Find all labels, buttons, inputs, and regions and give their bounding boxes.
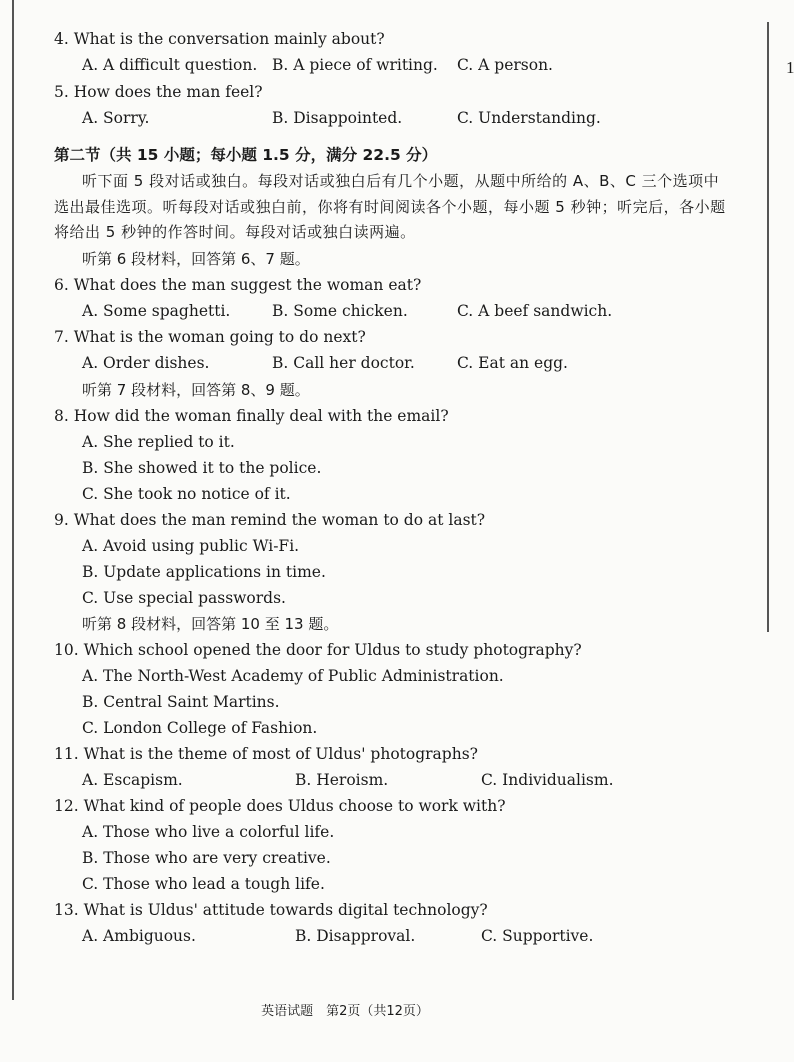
question-9: 9. What does the man remind the woman to do at last? xyxy=(54,510,486,529)
option-a: A. The North-West Academy of Public Administration. xyxy=(82,666,504,685)
question-11-options xyxy=(54,767,754,794)
option-a: A. Ambiguous. xyxy=(82,927,196,945)
question-13-options xyxy=(54,923,754,950)
material-6-instruction: 听第 6 段材料，回答第 6、7 题。 xyxy=(82,249,310,268)
question-7-options xyxy=(54,350,754,377)
right-margin-line xyxy=(767,22,769,632)
question-5-options xyxy=(54,105,754,132)
side-page-number: 1 xyxy=(786,58,794,77)
option-c: C. Individualism. xyxy=(481,770,614,789)
question-12: 12. What kind of people does Uldus choose to work with? xyxy=(54,797,506,815)
option-b: B. A piece of writing. xyxy=(272,56,438,74)
question-6-options xyxy=(54,298,754,325)
option-c: C. Understanding. xyxy=(457,108,601,127)
page-footer: 英语试题 第2页（共12页） xyxy=(261,1004,429,1019)
option-c: C. She took no notice of it. xyxy=(82,484,291,503)
option-c: C. A beef sandwich. xyxy=(457,301,613,320)
option-b: B. Heroism. xyxy=(295,770,389,789)
question-5: 5. How does the man feel? xyxy=(54,82,263,101)
option-a: A. Avoid using public Wi-Fi. xyxy=(82,536,300,555)
option-a: A. Order dishes. xyxy=(82,354,210,372)
question-11: 11. What is the theme of most of Uldus' photographs? xyxy=(54,744,478,763)
question-4: 4. What is the conversation mainly about? xyxy=(54,30,385,48)
option-a: A. Some spaghetti. xyxy=(82,301,231,320)
option-a: A. Those who live a colorful life. xyxy=(82,823,335,841)
option-a: A. Escapism. xyxy=(82,770,183,789)
question-10: 10. Which school opened the door for Uldus to study photography? xyxy=(54,640,582,659)
exam-content xyxy=(54,26,754,950)
option-b: B. She showed it to the police. xyxy=(82,458,322,477)
option-b: B. Central Saint Martins. xyxy=(82,692,280,711)
option-b: B. Those who are very creative. xyxy=(82,849,331,867)
option-c: C. Eat an egg. xyxy=(457,354,568,372)
option-b: B. Call her doctor. xyxy=(272,354,415,372)
option-c: C. A person. xyxy=(457,56,553,74)
option-c: C. Supportive. xyxy=(481,927,594,945)
material-7-instruction: 听第 7 段材料，回答第 8、9 题。 xyxy=(82,380,310,399)
question-13: 13. What is Uldus' attitude towards digital technology? xyxy=(54,901,488,919)
question-7: 7. What is the woman going to do next? xyxy=(54,328,366,346)
option-b: B. Disapproval. xyxy=(295,927,416,945)
left-margin-line xyxy=(12,0,14,1000)
option-c: C. London College of Fashion. xyxy=(82,718,318,737)
option-a: A. A difficult question. xyxy=(82,56,258,74)
option-b: B. Disappointed. xyxy=(272,108,403,127)
option-b: B. Some chicken. xyxy=(272,301,408,320)
option-c: C. Those who lead a tough life. xyxy=(82,875,325,893)
option-c: C. Use special passwords. xyxy=(82,588,286,607)
material-8-instruction: 听第 8 段材料，回答第 10 至 13 题。 xyxy=(82,614,339,633)
question-4-options xyxy=(54,52,754,79)
section-title: 第二节（共 15 小题；每小题 1.5 分，满分 22.5 分） xyxy=(54,146,438,164)
option-b: B. Update applications in time. xyxy=(82,562,326,581)
question-6: 6. What does the man suggest the woman eat? xyxy=(54,275,422,294)
section-instructions: 听下面 5 段对话或独白。每段对话或独白后有几个小题，从题中所给的 A、B、C 三个选项中选出最佳选项。听每段对话或独白前，你将有时间阅读各个小题，每小题 5 秒钟；听完后，各小题将给出 5 秒钟的作答时间。每段对话或独白读两遍。 xyxy=(54,172,726,241)
question-8: 8. How did the woman finally deal with the email? xyxy=(54,406,449,425)
option-a: A. She replied to it. xyxy=(82,432,235,451)
option-a: A. Sorry. xyxy=(82,108,150,127)
